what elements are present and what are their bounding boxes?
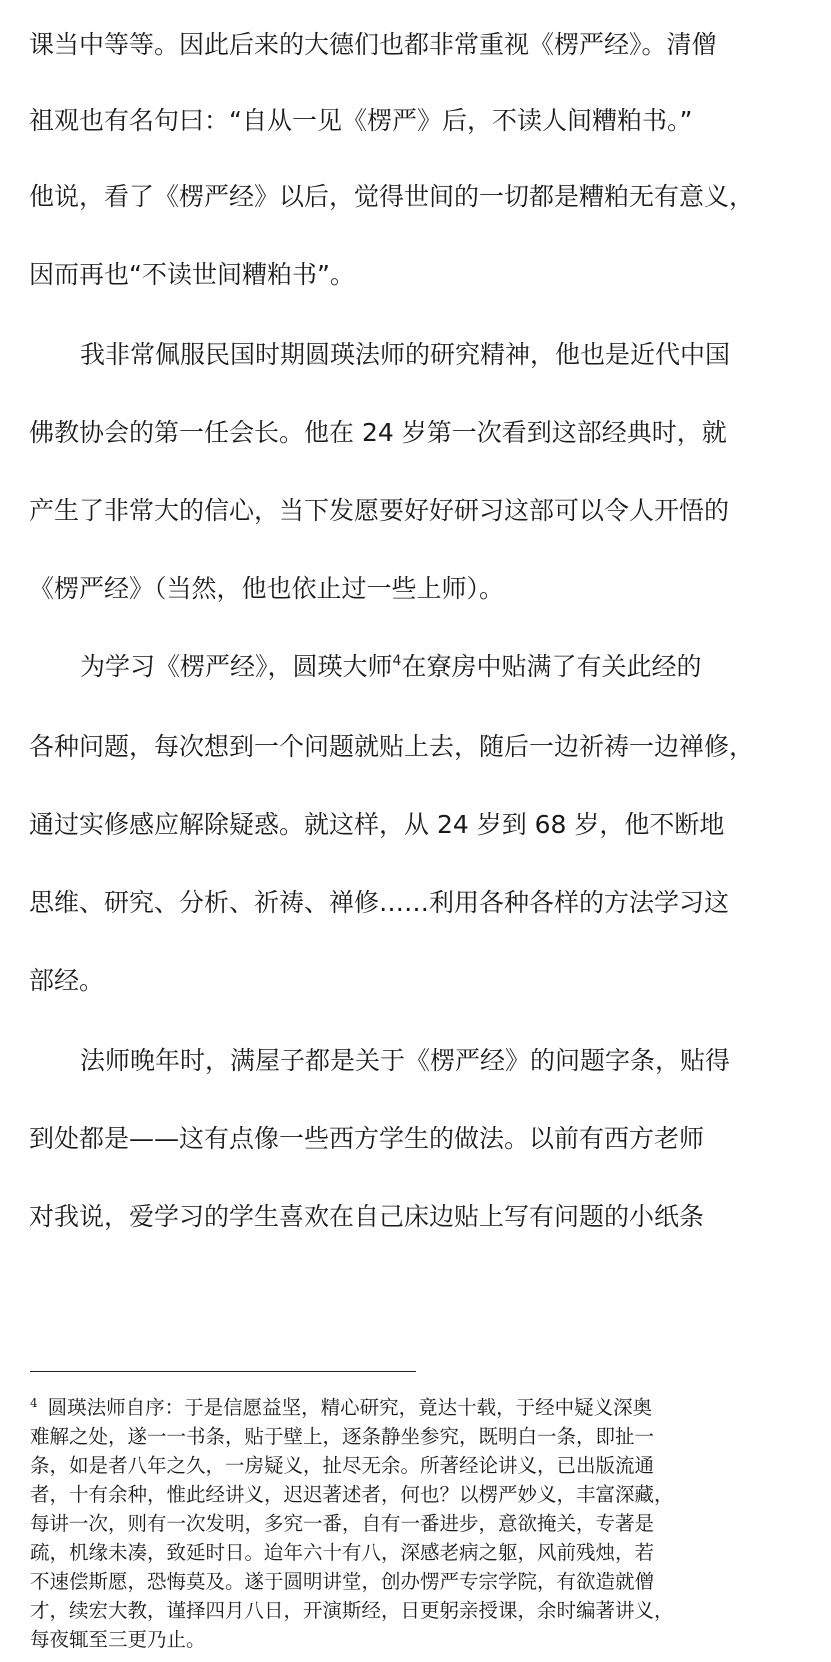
paragraph-line: 对我说，爱学习的学生喜欢在自己床边贴上写有问题的小纸条 <box>29 1202 705 1231</box>
footnote-line: 难解之处，遂一一书条，贴于壁上，逐条静坐参究，既明白一条，即扯一 <box>30 1425 655 1448</box>
footnote-line: 不速偿斯愿，恐悔莫及。遂于圆明讲堂，创办愣严专宗学院，有欲造就僧 <box>30 1570 655 1593</box>
paragraph-line: 部经。 <box>29 966 105 995</box>
paragraph-line: 我非常佩服民国时期圆瑛法师的研究精神，他也是近代中国 <box>80 340 731 369</box>
footnote-line: 者，十有余种，惟此经讲义，迟迟著述者，何也？以楞严妙义，丰富深藏， <box>30 1483 674 1506</box>
paragraph-line: 各种问题，每次想到一个问题就贴上去，随后一边祈祷一边禅修， <box>29 732 755 761</box>
paragraph-line: 通过实修感应解除疑惑。就这样，从 24 岁到 68 岁，他不断地 <box>29 810 725 839</box>
paragraph-text: 在寮房中贴满了有关此经的 <box>401 652 702 681</box>
paragraph-line: 佛教协会的第一任会长。他在 24 岁第一次看到这部经典时，就 <box>29 418 727 447</box>
paragraph-line: 到处都是——这有点像一些西方学生的做法。以前有西方老师 <box>29 1124 705 1153</box>
paragraph-line: 祖观也有名句曰：“自从一见《楞严》后，不读人间糟粕书。” <box>29 106 693 135</box>
paragraph-line: 《楞严经》（当然，他也依止过一些上师）。 <box>29 574 505 603</box>
footnote-line: 才，续宏大教，谨择四月八日，开演斯经，日更躬亲授课，余时编著讲义， <box>30 1599 674 1622</box>
paragraph-line <box>80 650 831 684</box>
footnote-text: 圆瑛法师自序：于是信愿益坚，精心研究，竟达十载，于经中疑义深奥 <box>47 1396 653 1419</box>
paragraph-line: 他说，看了《楞严经》以后，觉得世间的一切都是糟粕无有意义， <box>29 182 755 211</box>
paragraph-line: 产生了非常大的信心，当下发愿要好好研习这部可以令人开悟的 <box>29 496 730 525</box>
paragraph-line: 思维、研究、分析、祈祷、禅修……利用各种各样的方法学习这 <box>29 888 730 917</box>
footnote-reference: 4 <box>392 653 402 669</box>
footnote-line: 每夜辄至三更乃止。 <box>30 1628 206 1651</box>
footnote-line: 疏，机缘未凑，致延时日。迨年六十有八，深感老病之躯，风前残烛，若 <box>30 1541 655 1564</box>
paragraph-line: 法师晚年时，满屋子都是关于《楞严经》的问题字条，贴得 <box>80 1046 731 1075</box>
footnote-line: 每讲一次，则有一次发明，多究一番，自有一番进步，意欲掩关，专著是 <box>30 1512 655 1535</box>
footnote-marker: 4 <box>30 1396 38 1410</box>
footnote-separator <box>30 1371 416 1372</box>
paragraph-line: 课当中等等。因此后来的大德们也都非常重视《楞严经》。清僧 <box>29 30 717 59</box>
footnote-line <box>30 1395 831 1421</box>
footnote-line: 条，如是者八年之久，一房疑义，扯尽无余。所著经论讲义，已出版流通 <box>30 1454 655 1477</box>
paragraph-text: 为学习《楞严经》，圆瑛大师 <box>80 652 393 681</box>
paragraph-line: 因而再也“不读世间糟粕书”。 <box>29 260 355 289</box>
